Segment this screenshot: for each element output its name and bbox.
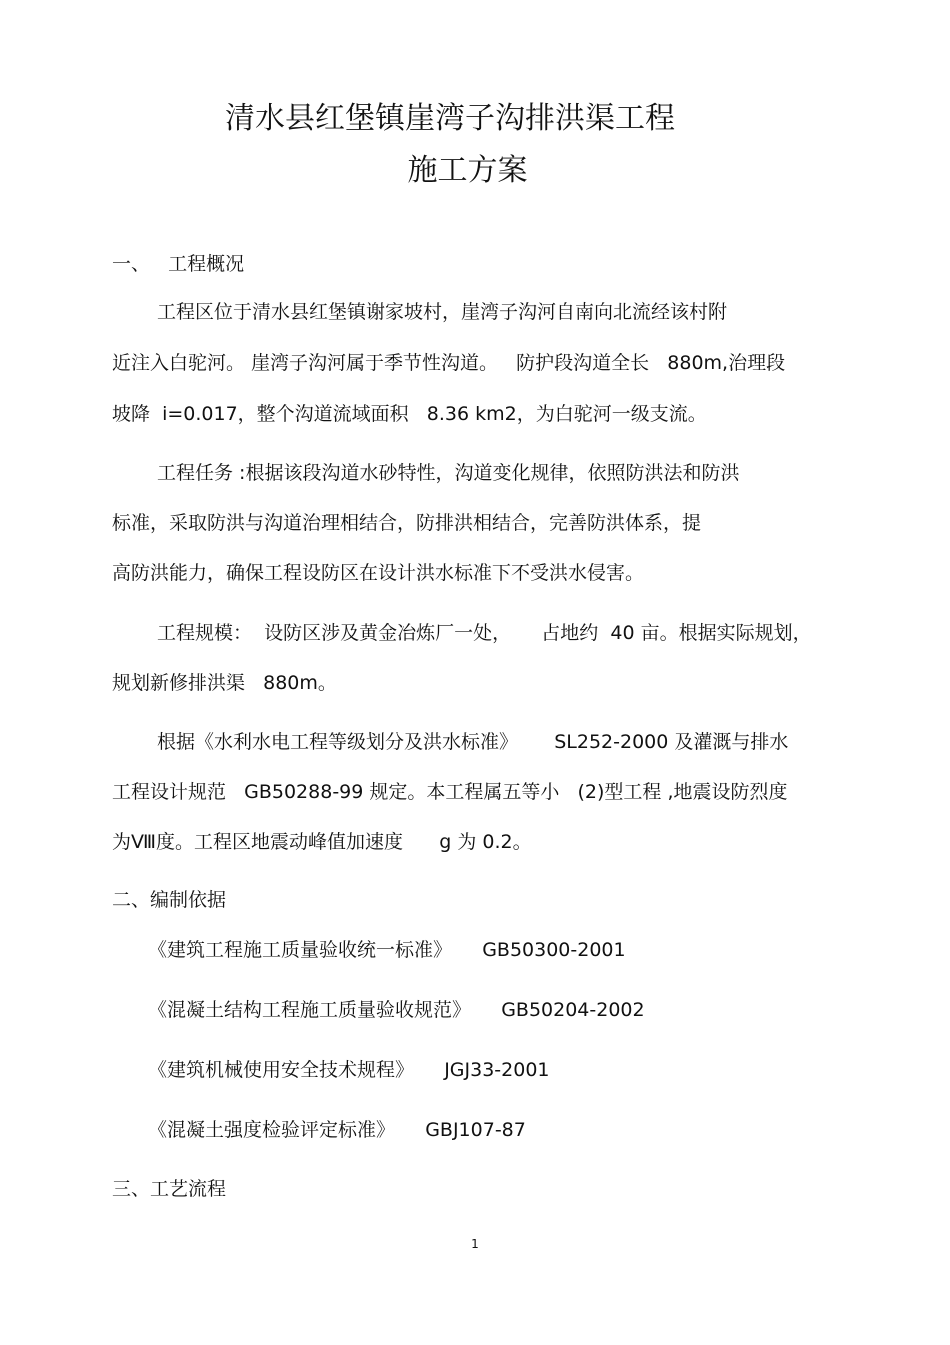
section-heading-process: 三、工艺流程 <box>112 1178 227 1200</box>
paragraph-line: 工程任务 :根据该段沟道水砂特性，沟道变化规律，依照防洪法和防洪 <box>157 462 740 484</box>
reference-item: 《混凝土结构工程施工质量验收规范》 GB50204-2002 <box>148 999 645 1021</box>
section-heading-basis: 二、编制依据 <box>112 889 227 911</box>
section-heading-overview: 一、 工程概况 <box>112 253 245 275</box>
paragraph-line: 为Ⅷ度。工程区地震动峰值加速度 g 为 0.2。 <box>112 831 532 853</box>
page-number: 1 <box>471 1237 479 1251</box>
paragraph-line: 高防洪能力，确保工程设防区在设计洪水标准下不受洪水侵害。 <box>112 562 645 584</box>
paragraph-line: 工程设计规范 GB50288-99 规定。本工程属五等小 (2)型工程 ,地震设防烈度 <box>112 781 788 803</box>
paragraph-line: 近注入白驼河。 崖湾子沟河属于季节性沟道。 防护段沟道全长 880m,治理段 <box>112 352 786 374</box>
paragraph-line: 工程规模： 设防区涉及黄金冶炼厂一处， 占地约 40 亩。根据实际规划， <box>157 622 812 644</box>
paragraph-line: 坡降 i=0.017，整个沟道流域面积 8.36 km2，为白驼河一级支流。 <box>112 403 707 425</box>
reference-item: 《建筑工程施工质量验收统一标准》 GB50300-2001 <box>148 939 626 961</box>
paragraph-line: 工程区位于清水县红堡镇谢家坡村，崖湾子沟河自南向北流经该村附 <box>157 301 728 323</box>
reference-item: 《混凝土强度检验评定标准》 GBJ107-87 <box>148 1119 526 1141</box>
paragraph-line: 根据《水利水电工程等级划分及洪水标准》 SL252-2000 及灌溉与排水 <box>157 731 789 753</box>
document-subtitle: 施工方案 <box>407 153 528 188</box>
paragraph-line: 规划新修排洪渠 880m。 <box>112 672 337 694</box>
document-title: 清水县红堡镇崖湾子沟排洪渠工程 <box>225 101 675 136</box>
reference-item: 《建筑机械使用安全技术规程》 JGJ33-2001 <box>148 1059 550 1081</box>
paragraph-line: 标准，采取防洪与沟道治理相结合，防排洪相结合，完善防洪体系，提 <box>112 512 702 534</box>
